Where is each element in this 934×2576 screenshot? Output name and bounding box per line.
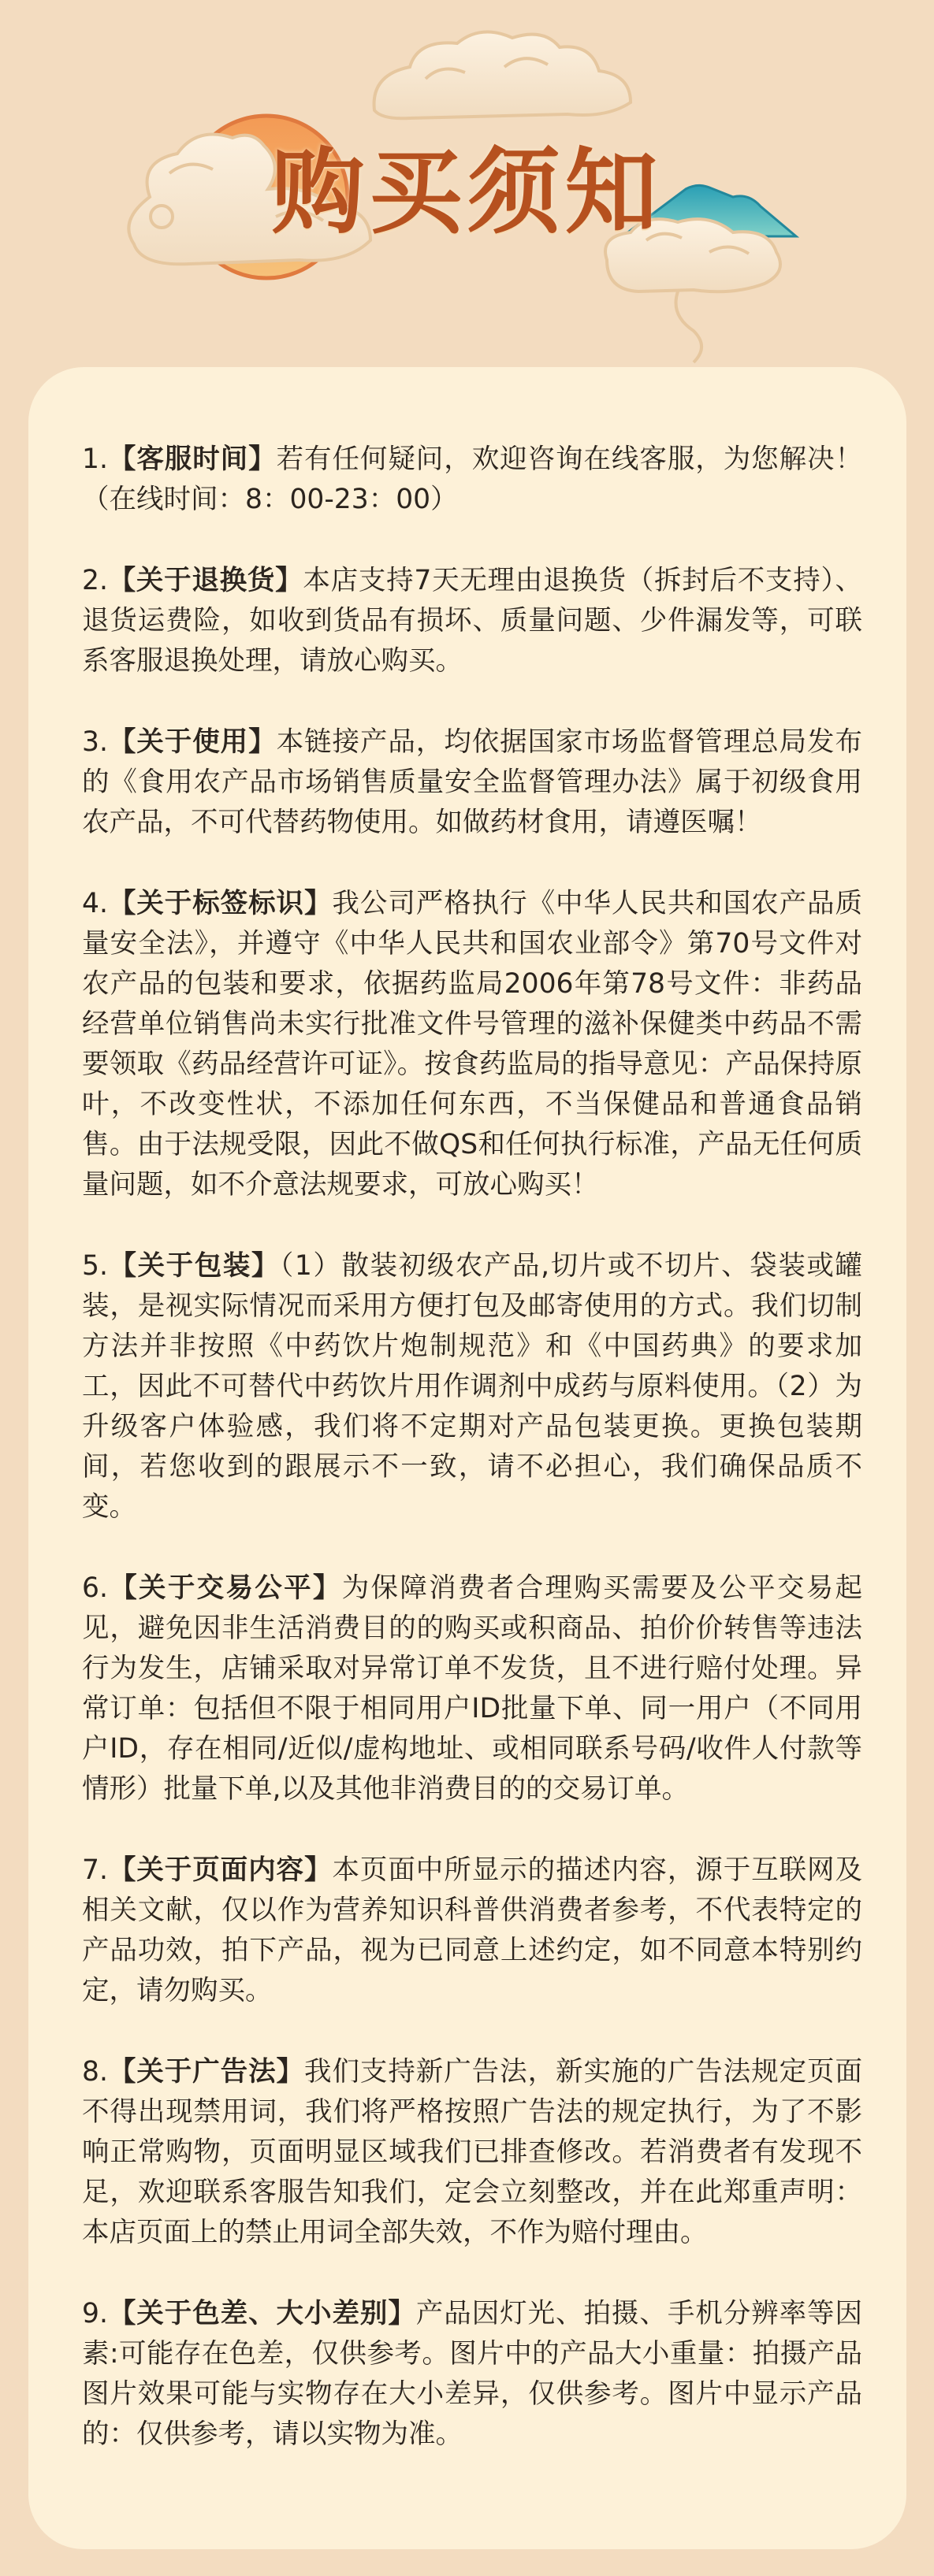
notice-item-3: 3.【关于使用】本链接产品，均依据国家市场监督管理总局发布的《食用农产品市场销售质量安全监督管理办法》属于初级食用农产品，不可代替药物使用。如做药材食用，请遵医嘱！ — [82, 726, 863, 838]
notice-item-2: 2.【关于退换货】本店支持7天无理由退换货（拆封后不支持）、退货运费险，如收到货品有损坏、质量问题、少件漏发等，可联系客服退换处理，请放心购买。 — [82, 565, 862, 677]
notice-item-6: 6.【关于交易公平】为保障消费者合理购买需要及公平交易起见，避免因非生活消费目的的购买或积商品、拍价价转售等违法行为发生，店铺采取对异常订单不发货，且不进行赔付处理。异常订单：包括但不限于相同用户ID批量下单、同一用户（不同用户ID，存在相同/近似/虚构地址、或相同联系号码/收件人付款等情形）批量下单,以及其他非消费目的的交易订单。 — [82, 1572, 862, 1805]
page-title: 购买须知 — [271, 137, 663, 247]
notice-list — [82, 440, 862, 2496]
notice-item-8: 8.【关于广告法】我们支持新广告法，新实施的广告法规定页面不得出现禁用词，我们将严格按照广告法的规定执行，为了不影响正常购物，页面明显区域我们已排查修改。若消费者有发现不足，欢迎联系客服告知我们，定会立刻整改，并在此郑重声明：本店页面上的禁止用词全部失效，不作为赔付理由。 — [82, 2056, 862, 2248]
notice-item-9: 9.【关于色差、大小差别】产品因灯光、拍摄、手机分辨率等因素:可能存在色差，仅供参考。图片中的产品大小重量：拍摄产品图片效果可能与实物存在大小差异，仅供参考。图片中显示产品的：仅供参考，请以实物为准。 — [82, 2298, 863, 2450]
notice-item-4: 4.【关于标签标识】我公司严格执行《中华人民共和国农产品质量安全法》，并遵守《中华人民共和国农业部令》第70号文件对农产品的包装和要求，依据药监局2006年第78号文件：非药品经营单位销售尚未实行批准文件号管理的滋补保健类中药品不需要领取《药品经营许可证》。按食药监局的指导意见：产品保持原叶，不改变性状，不添加任何东西，不当保健品和普通食品销售。由于法规受限，因此不做QS和任何执行标准，产品无任何质量问题，如不介意法规要求，可放心购买！ — [82, 888, 863, 1201]
cloud-top — [374, 32, 631, 118]
notice-item-5: 5.【关于包装】（1）散装初级农产品,切片或不切片、袋装或罐装，是视实际情况而采用方便打包及邮寄使用的方式。我们切制方法并非按照《中药饮片炮制规范》和《中国药典》的要求加工，因此不可替代中药饮片用作调剂中成药与原料使用。（2）为升级客户体验感，我们将不定期对产品包装更换。更换包装期间，若您收到的跟展示不一致，请不必担心，我们确保品质不变。 — [82, 1250, 862, 1523]
notice-card — [28, 367, 906, 2549]
notice-item-7: 7.【关于页面内容】本页面中所显示的描述内容，源于互联网及相关文献，仅以作为营养知识科普供消费者参考，不代表特定的产品功效，拍下产品，视为已同意上述约定，如不同意本特别约定，请勿购买。 — [82, 1854, 863, 2006]
notice-item-1: 1.【客服时间】若有任何疑问，欢迎咨询在线客服，为您解决！（在线时间：8：00-23：00） — [82, 444, 863, 515]
title-banner — [0, 0, 934, 370]
